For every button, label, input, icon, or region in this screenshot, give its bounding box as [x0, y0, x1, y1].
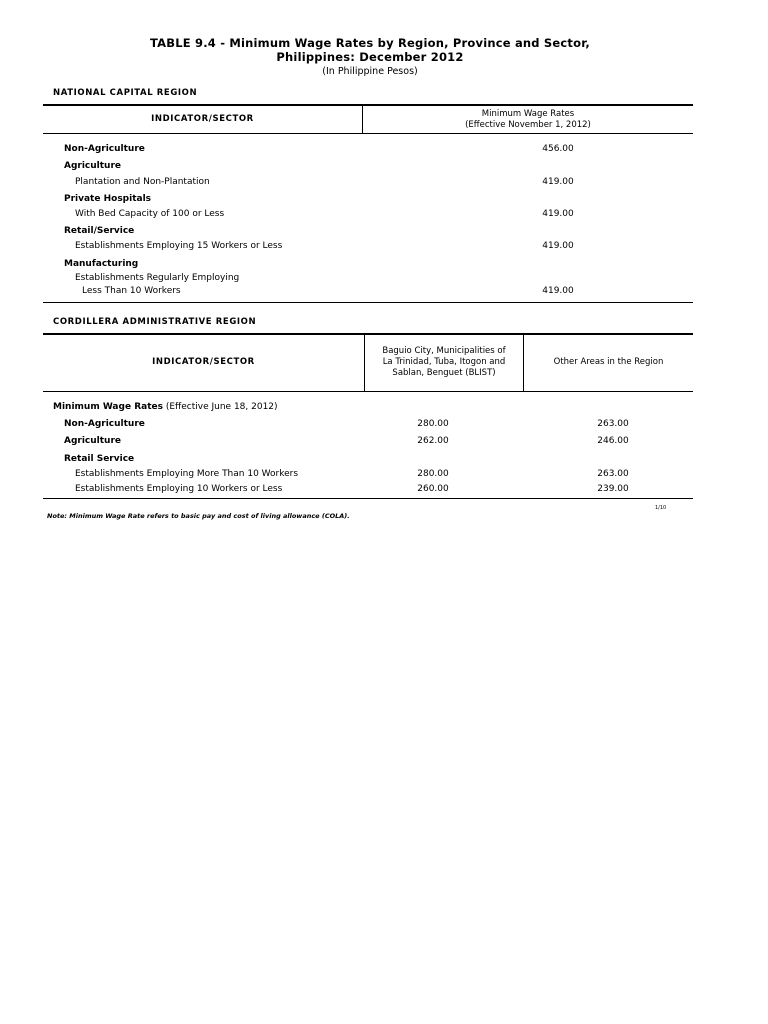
ncr-col-rates-line1: Minimum Wage Rates	[481, 109, 575, 119]
region-heading-ncr: NATIONAL CAPITAL REGION	[53, 88, 198, 98]
car-row-other-value: 263.00	[597, 419, 629, 429]
ncr-row-label: With Bed Capacity of 100 or Less	[75, 209, 225, 219]
table-note: Note: Minimum Wage Rate refers to basic pay and cost of living allowance (COLA).	[47, 512, 350, 520]
car-mwr-row	[53, 402, 278, 412]
ncr-row-label: Private Hospitals	[64, 194, 152, 204]
ncr-row-value: 456.00	[542, 144, 574, 154]
car-row-blist-value: 260.00	[417, 484, 449, 494]
car-col-blist-line3: Sablan, Benguet (BLIST)	[392, 368, 496, 378]
ncr-row-value: 419.00	[542, 177, 574, 187]
car-row-blist-value: 262.00	[417, 436, 449, 446]
page-number: 1/10	[655, 505, 667, 511]
car-row-label: Agriculture	[64, 436, 122, 446]
car-col-indicator: INDICATOR/SECTOR	[152, 357, 255, 367]
region-heading-car: CORDILLERA ADMINISTRATIVE REGION	[53, 317, 257, 327]
ncr-row-label: Agriculture	[64, 161, 122, 171]
table-subtitle: (In Philippine Pesos)	[322, 66, 418, 77]
car-row-label: Retail Service	[64, 454, 135, 464]
car-row-label: Establishments Employing More Than 10 Workers	[75, 469, 299, 479]
car-row-other-value: 263.00	[597, 469, 629, 479]
ncr-row-label: Less Than 10 Workers	[82, 286, 181, 296]
car-row-blist-value: 280.00	[417, 469, 449, 479]
car-row-label: Non-Agriculture	[64, 419, 145, 429]
ncr-row-value: 419.00	[542, 286, 574, 296]
table-title-line2: Philippines: December 2012	[276, 50, 464, 64]
ncr-bottom-rule	[43, 302, 693, 303]
ncr-row-label: Manufacturing	[64, 259, 139, 269]
ncr-row-value: 419.00	[542, 241, 574, 251]
ncr-col-indicator: INDICATOR/SECTOR	[151, 114, 254, 124]
car-row-other-value: 239.00	[597, 484, 629, 494]
car-row-other-value: 246.00	[597, 436, 629, 446]
car-header-bottom-rule	[43, 391, 693, 392]
ncr-row-label: Retail/Service	[64, 226, 135, 236]
ncr-row-value: 419.00	[542, 209, 574, 219]
car-col-other: Other Areas in the Region	[553, 357, 664, 367]
car-col-blist-line2: La Trinidad, Tuba, Itogon and	[382, 357, 506, 367]
ncr-row-label: Establishments Employing 15 Workers or Less	[75, 241, 283, 251]
ncr-header-bottom-rule	[43, 133, 693, 134]
car-bottom-rule	[43, 498, 693, 499]
car-row-blist-value: 280.00	[417, 419, 449, 429]
ncr-row-label: Non-Agriculture	[64, 144, 145, 154]
ncr-header-top-rule	[43, 104, 693, 106]
ncr-col-rates-line2: (Effective November 1, 2012)	[465, 120, 591, 130]
car-row-label: Establishments Employing 10 Workers or Less	[75, 484, 283, 494]
ncr-row-label: Plantation and Non-Plantation	[75, 177, 210, 187]
car-mwr-effective: (Effective June 18, 2012)	[165, 402, 278, 412]
ncr-row-label: Establishments Regularly Employing	[75, 273, 240, 283]
table-title-line1: TABLE 9.4 - Minimum Wage Rates by Region, Province and Sector,	[150, 36, 590, 50]
car-header-top-rule	[43, 333, 693, 335]
car-mwr-label: Minimum Wage Rates	[53, 402, 163, 412]
car-col-blist-line1: Baguio City, Municipalities of	[382, 346, 506, 356]
